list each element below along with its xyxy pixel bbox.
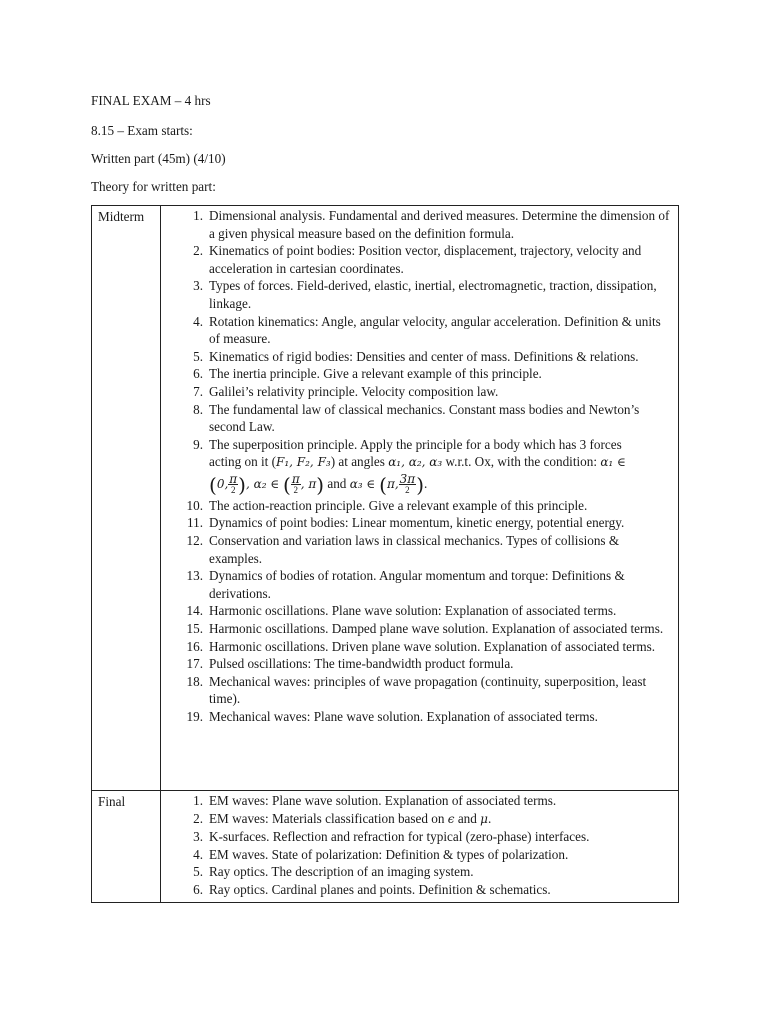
final-row: [92, 791, 679, 903]
list-item: 6. Ray optics. Cardinal planes and points. Definition & schematics.: [193, 881, 551, 897]
list-item: 11. Dynamics of point bodies: Linear momentum, kinetic energy, potential energy.: [187, 515, 625, 531]
list-item: 14. Harmonic oscillations. Plane wave solution: Explanation of associated terms.: [186, 603, 617, 619]
mu-symbol: μ: [480, 811, 488, 826]
list-item: 15. Harmonic oscillations. Damped plane wave solution. Explanation of associated terms.: [186, 621, 664, 637]
epsilon-symbol: ϵ: [447, 811, 455, 826]
list-item: 5. Ray optics. The description of an imaging system.: [193, 864, 474, 880]
final-list: [161, 792, 674, 899]
list-item: 8. The fundamental law of classical mechanics. Constant mass bodies and Newton’s second Law.: [193, 401, 640, 435]
list-item: 1. EM waves: Plane wave solution. Explanation of associated terms.: [193, 793, 557, 808]
list-item: 2. Kinematics of point bodies: Position vector, displacement, trajectory, velocity and acceleration in cartesian coordinates.: [193, 243, 642, 276]
midterm-row: [92, 206, 679, 791]
exam-title: FINAL EXAM – 4 hrs: [91, 93, 211, 108]
list-item: 5. Kinematics of rigid bodies: Densities and center of mass. Definitions & relations.: [193, 348, 639, 364]
list-item: 7. Galilei’s relativity principle. Velocity composition law.: [193, 383, 499, 399]
list-item: 10. The action-reaction principle. Give a relevant example of this principle.: [186, 497, 588, 513]
list-item: 1. Dimensional analysis. Fundamental and derived measures. Determine the dimension of a given physical measure based on the definition formula.: [193, 208, 670, 241]
theory-table: [91, 205, 679, 903]
written-part-line: Written part (45m) (4/10): [91, 151, 226, 166]
force-vectors: F₁, F₂, F₃: [276, 455, 331, 470]
angles: α₁, α₂, α₃: [388, 455, 443, 470]
theory-heading: Theory for written part:: [91, 179, 216, 194]
list-item: 3. K-surfaces. Reflection and refraction for typical (zero-phase) interfaces.: [193, 829, 590, 845]
exam-start-line: 8.15 – Exam starts:: [91, 123, 193, 138]
midterm-list: [161, 207, 674, 726]
list-item: 4. Rotation kinematics: Angle, angular velocity, angular acceleration. Definition & units of measure.: [193, 313, 661, 347]
list-item: 9. The superposition principle. Apply the principle for a body which has 3 forces acting on it (F₁, F₂, F₃) at angles α₁, α₂, α₃ w.r.t. Ox, with the condition: α₁ ∈ (0, $\frac{\pi}{2}$ ), α₂ ∈ ( $\frac{\pi}{2}$ , π) and α₃ ∈ (π, $\frac{3\pi}{2}$ ).: [161, 436, 674, 497]
list-item: 2. EM waves: Materials classification based on ϵ and μ.: [193, 810, 492, 826]
list-item: 17. Pulsed oscillations: The time-bandwidth product formula.: [186, 656, 514, 672]
list-item: 6. The inertia principle. Give a relevant example of this principle.: [193, 366, 542, 382]
list-item: 12. Conservation and variation laws in classical mechanics. Types of collisions & examples.: [186, 533, 620, 566]
list-item: 13. Dynamics of bodies of rotation. Angular momentum and torque: Definitions & derivations.: [186, 568, 625, 601]
list-item: 4. EM waves. State of polarization: Definition & types of polarization.: [193, 846, 569, 862]
list-item: 18. Mechanical waves: principles of wave propagation (continuity, superposition, least time).: [186, 673, 647, 707]
list-item: 19. Mechanical waves: Plane wave solution. Explanation of associated terms.: [186, 709, 598, 724]
list-item: 16. Harmonic oscillations. Driven plane wave solution. Explanation of associated terms.: [186, 638, 656, 654]
final-label: Final: [92, 791, 161, 903]
midterm-label: Midterm: [92, 206, 161, 791]
list-item: 3. Types of forces. Field-derived, elastic, inertial, electromagnetic, traction, dissipation, linkage.: [193, 278, 657, 311]
angle-conditions: (0, $\frac{\pi}{2}$ ), α₂ ∈ ( $\frac{\pi}{2}$ , π) and α₃ ∈ (π, $\frac{3\pi}{2}$ ).: [209, 472, 428, 497]
